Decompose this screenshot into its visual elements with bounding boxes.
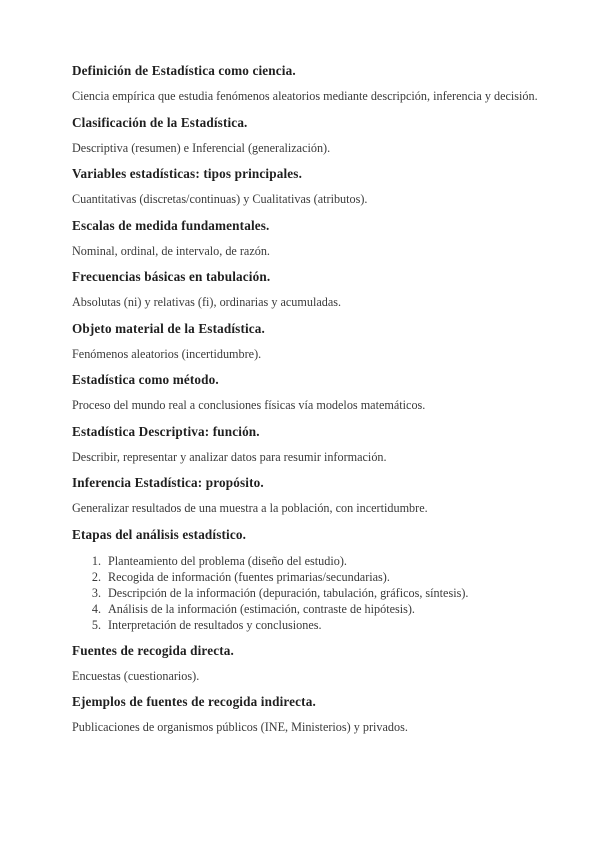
document-page [72,62,542,745]
section-heading: Frecuencias básicas en tabulación. [72,269,271,284]
section-text: Publicaciones de organismos públicos (INE, Ministerios) y privados. [72,720,408,734]
section-classification [72,114,542,157]
section-heading: Escalas de medida fundamentales. [72,217,270,233]
section-text: Generalizar resultados de una muestra a la población, con incertidumbre. [72,501,428,515]
list-item-text: Análisis de la información (estimación, contraste de hipótesis). [108,601,415,616]
section-text: Encuestas (cuestionarios). [72,668,200,683]
section-text: Descriptiva (resumen) e Inferencial (generalización). [72,140,331,155]
list-item-text: Interpretación de resultados y conclusiones. [108,617,322,632]
list-item-text: Recogida de información (fuentes primarias/secundarias). [108,569,390,584]
section-material-object [72,320,542,363]
section-text: Fenómenos aleatorios (incertidumbre). [72,346,262,361]
section-stages [72,526,542,633]
section-text: Absolutas (ni) y relativas (fi), ordinarias y acumuladas. [72,295,342,309]
list-item [72,569,542,585]
section-heading: Ejemplos de fuentes de recogida indirecta. [72,694,316,709]
section-direct-sources [72,642,542,685]
section-heading: Estadística como método. [72,372,219,387]
section-definition [72,62,542,105]
list-item-number: 5. [91,617,101,632]
list-item-number: 4. [91,601,101,616]
list-item [72,617,542,633]
section-heading: Definición de Estadística como ciencia. [72,63,296,78]
stages-list [72,553,542,633]
section-text: Describir, representar y analizar datos para resumir información. [72,449,387,464]
section-method [72,371,542,414]
list-item [72,585,542,601]
section-heading: Inferencia Estadística: propósito. [72,475,264,490]
section-heading: Estadística Descriptiva: función. [72,423,260,439]
list-item-number: 2. [91,569,101,584]
list-item-text: Planteamiento del problema (diseño del estudio). [108,553,347,568]
section-descriptive [72,423,542,466]
section-inference [72,474,542,517]
section-heading: Objeto material de la Estadística. [72,320,265,336]
section-heading: Clasificación de la Estadística. [72,114,248,130]
list-item-text: Descripción de la información (depuración, tabulación, gráficos, síntesis). [108,585,469,600]
section-text: Cuantitativas (discretas/continuas) y Cualitativas (atributos). [72,192,368,206]
section-text: Nominal, ordinal, de intervalo, de razón. [72,243,270,258]
list-item [72,601,542,617]
list-item-number: 1. [91,553,101,568]
section-heading: Variables estadísticas: tipos principales. [72,166,303,181]
section-text: Proceso del mundo real a conclusiones físicas vía modelos matemáticos. [72,398,426,412]
section-heading: Etapas del análisis estadístico. [72,526,247,542]
section-indirect-sources [72,693,542,736]
section-text: Ciencia empírica que estudia fenómenos aleatorios mediante descripción, inferencia y decisión. [72,89,538,103]
section-scales [72,217,542,260]
list-item-number: 3. [91,585,101,600]
section-variables [72,165,542,208]
section-heading: Fuentes de recogida directa. [72,642,234,658]
section-frequencies [72,268,542,311]
list-item [72,553,542,569]
